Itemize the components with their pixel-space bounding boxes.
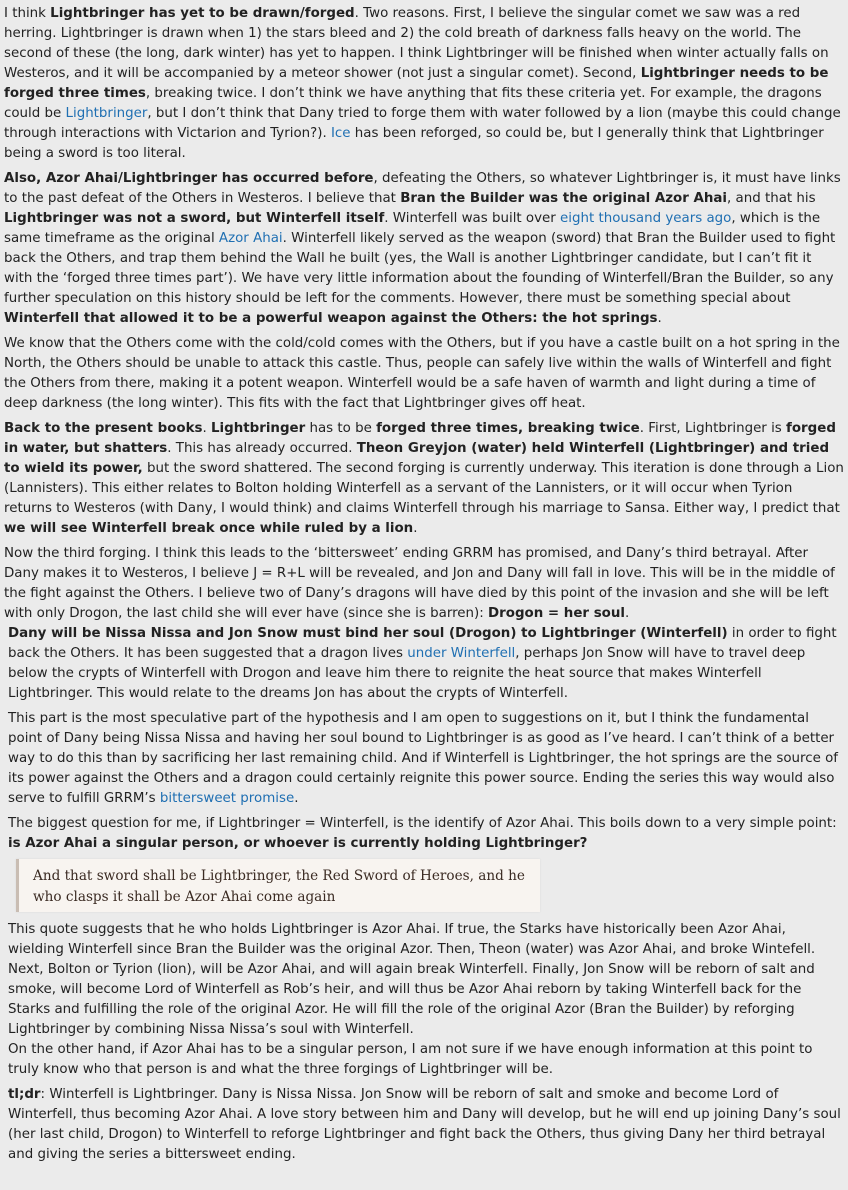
bold-text: Drogon = her soul xyxy=(488,606,625,621)
text: , perhaps Jon Snow will have to travel deep below the crypts of Winterfell with Drogon and leave him there to reignite the heat source that makes Winterfell Lightbringer. This would relate to the dreams Jon has about the crypts of Winterfell. xyxy=(8,646,806,701)
text: . Winterfell was built over xyxy=(384,211,561,226)
text: , defeating the Others, so whatever Lightbringer is, it must have links to the past defeat of the Others in Westeros. I believe that xyxy=(4,171,841,206)
text: . First, Lightbringer is xyxy=(639,421,787,436)
bold-text: Lightbringer was not a sword, but Winterfell itself xyxy=(4,211,385,226)
link-bittersweet-promise[interactable]: bittersweet promise xyxy=(159,791,295,806)
text: . This has already occurred. xyxy=(167,441,357,456)
text: . xyxy=(625,606,630,621)
text: , breaking twice. I don’t think we have anything that fits these criteria yet. For example, the dragons could be xyxy=(4,86,822,121)
link-azor-ahai[interactable]: Azor Ahai xyxy=(218,231,283,246)
paragraph-2 xyxy=(4,169,844,329)
text: : Winterfell is Lightbringer. Dany is Nissa Nissa. Jon Snow will be reborn of salt and smoke and become Lord of Winterfell, thus becoming Azor Ahai. A love story between him and Dany will develop, but he will end up joining Dany’s soul (her last child, Drogon) to Winterfell to reforge Lightbringer and fight back the Others, thus giving Dany her third betrayal and giving the series a bittersweet ending. xyxy=(8,1087,841,1162)
text: . xyxy=(657,311,662,326)
quote-block: And that sword shall be Lightbringer, the Red Sword of Heroes, and he who clasps it shall be Azor Ahai come again xyxy=(16,859,540,912)
bold-text: is Azor Ahai a singular person, or whoever is currently holding Lightbringer? xyxy=(8,836,588,851)
text: This part is the most speculative part of the hypothesis and I am open to suggestions on it, but I think the fundamental point of Dany being Nissa Nissa and having her soul bound to Lightbringer is as good as I’ve heard. I can’t think of a better way to do this than by sacrificing her last remaining child. And if Winterfell is Lightbringer, the hot springs are the source of its power against the Others and a dragon could certainly reignite this power source. Ending the series this way would also serve to fulfill GRRM’s xyxy=(8,711,838,806)
text: . xyxy=(202,421,211,436)
text: has to be xyxy=(305,421,377,436)
text: I think xyxy=(4,6,51,21)
text: . Winterfell likely served as the weapon (sword) that Bran the Builder used to fight back the Others, and trap them behind the Wall he built (yes, the Wall is another Lightbringer candidate, but I can’t fit it with the ‘forged three times part’). We have very little information about the founding of Winterfell/Bran the Builder, so any further speculation on this history should be left for the comments. However, there must be something special about xyxy=(4,231,836,306)
paragraph-3: We know that the Others come with the cold/cold comes with the Others, but if you have a castle built on a hot spring in the North, the Others should be unable to attack this castle. Thus, people can safely live within the walls of Winterfell and fight the Others from there, making it a potent weapon. Winterfell would be a safe haven of warmth and light during a time of deep darkness (the long winter). This fits with the fact that Lightbringer gives off heat. xyxy=(4,336,840,411)
paragraph-6 xyxy=(4,624,844,704)
bold-text: tl;dr xyxy=(8,1087,41,1102)
bold-text: Also, Azor Ahai/Lightbringer has occurred before xyxy=(4,171,374,186)
text: . Two reasons. First, I believe the singular comet we saw was a red herring. Lightbringer is drawn when 1) the stars bleed and 2) the cold breath of darkness falls heavy on the world. The second of these (the long, dark winter) has yet to happen. I think Lightbringer will be finished when winter actually falls on Westeros, and it will be accompanied by a meteor shower (not just a singular comet). Second, xyxy=(4,6,829,81)
bold-text: Winterfell that allowed it to be a powerful weapon against the Others: the hot springs xyxy=(4,311,658,326)
paragraph-1 xyxy=(4,4,844,164)
bold-text: forged in water, but shatters xyxy=(4,421,836,456)
text: has been reforged, so could be, but I generally think that Lightbringer being a sword is too literal. xyxy=(4,126,824,161)
paragraph-4 xyxy=(4,419,844,539)
text: , but I don’t think that Dany tried to forge them with water followed by a lion (maybe this could change through interactions with Victarion and Tyrion?). xyxy=(4,106,841,141)
text: Now the third forging. I think this leads to the ‘bittersweet’ ending GRRM has promised, and Dany’s third betrayal. After Dany makes it to Westeros, I believe J = R+L will be revealed, and Jon and Dany will fall in love. This will be in the middle of the fight against the Others. I believe two of Dany’s dragons will have died by this point of the invasion and she will be left with only Drogon, the last child she will ever have (since she is barren): xyxy=(4,546,835,621)
bold-text: Lightbringer has yet to be drawn/forged xyxy=(50,6,355,21)
paragraph-7 xyxy=(4,709,844,809)
link-lightbringer[interactable]: Lightbringer xyxy=(65,106,148,121)
text: in order to fight back the Others. It has been suggested that a dragon lives xyxy=(8,626,837,661)
bold-text: Bran the Builder was the original Azor Ahai xyxy=(400,191,728,206)
bold-text: Lightbringer xyxy=(210,421,306,436)
link-under-winterfell[interactable]: under Winterfell xyxy=(407,646,516,661)
text: , and that his xyxy=(727,191,816,206)
paragraph-9: This quote suggests that he who holds Lightbringer is Azor Ahai. If true, the Starks have historically been Azor Ahai, wielding Winterfell since Bran the Builder was the original Azor. Then, Theon (water) was Azor Ahai, and broke Wintefell. Next, Bolton or Tyrion (lion), will be Azor Ahai, and will again break Winterfell. Finally, Jon Snow will be reborn of salt and smoke, will become Lord of Winterfell as Rob’s heir, and will thus be Azor Ahai reborn by taking Winterfell back for the Starks and fulfilling the role of the original Azor. He will fill the role of the original Azor (Bran the Builder) by reforging Lightbringer by combining Nissa Nissa’s soul with Winterfell. xyxy=(8,922,816,1037)
bold-text: we will see Winterfell break once while ruled by a lion xyxy=(4,521,414,536)
bold-text: Dany will be Nissa Nissa and Jon Snow must bind her soul (Drogon) to Lightbringer (Winterfell) xyxy=(8,626,728,641)
link-eight-thousand-years[interactable]: eight thousand years ago xyxy=(560,211,732,226)
text: , which is the same timeframe as the original xyxy=(4,211,821,246)
paragraph-tldr xyxy=(4,1085,844,1165)
bold-text: forged three times, breaking twice xyxy=(376,421,640,436)
link-ice[interactable]: Ice xyxy=(330,126,351,141)
text: . xyxy=(413,521,418,536)
text: . xyxy=(294,791,299,806)
paragraph-10: On the other hand, if Azor Ahai has to be a singular person, I am not sure if we have enough information at this point to truly know who that person is and what the three forgings of Lightbringer will be. xyxy=(8,1042,813,1077)
text: The biggest question for me, if Lightbringer = Winterfell, is the identify of Azor Ahai. This boils down to a very simple point: xyxy=(8,816,837,831)
text: but the sword shattered. The second forging is currently underway. This iteration is done through a Lion (Lannisters). This either relates to Bolton holding Winterfell as a servant of the Lannisters, or it will occur when Tyrion returns to Westeros (with Dany, I would think) and claims Winterfell through his marriage to Sansa. Either way, I predict that xyxy=(4,461,844,516)
paragraph-8 xyxy=(4,814,844,854)
bold-text: Back to the present books xyxy=(4,421,203,436)
bold-text: Lightbringer needs to be forged three times xyxy=(4,66,829,101)
bold-text: Theon Greyjon (water) held Winterfell (Lightbringer) and tried to wield its power, xyxy=(4,441,830,476)
paragraph-5 xyxy=(4,544,844,624)
